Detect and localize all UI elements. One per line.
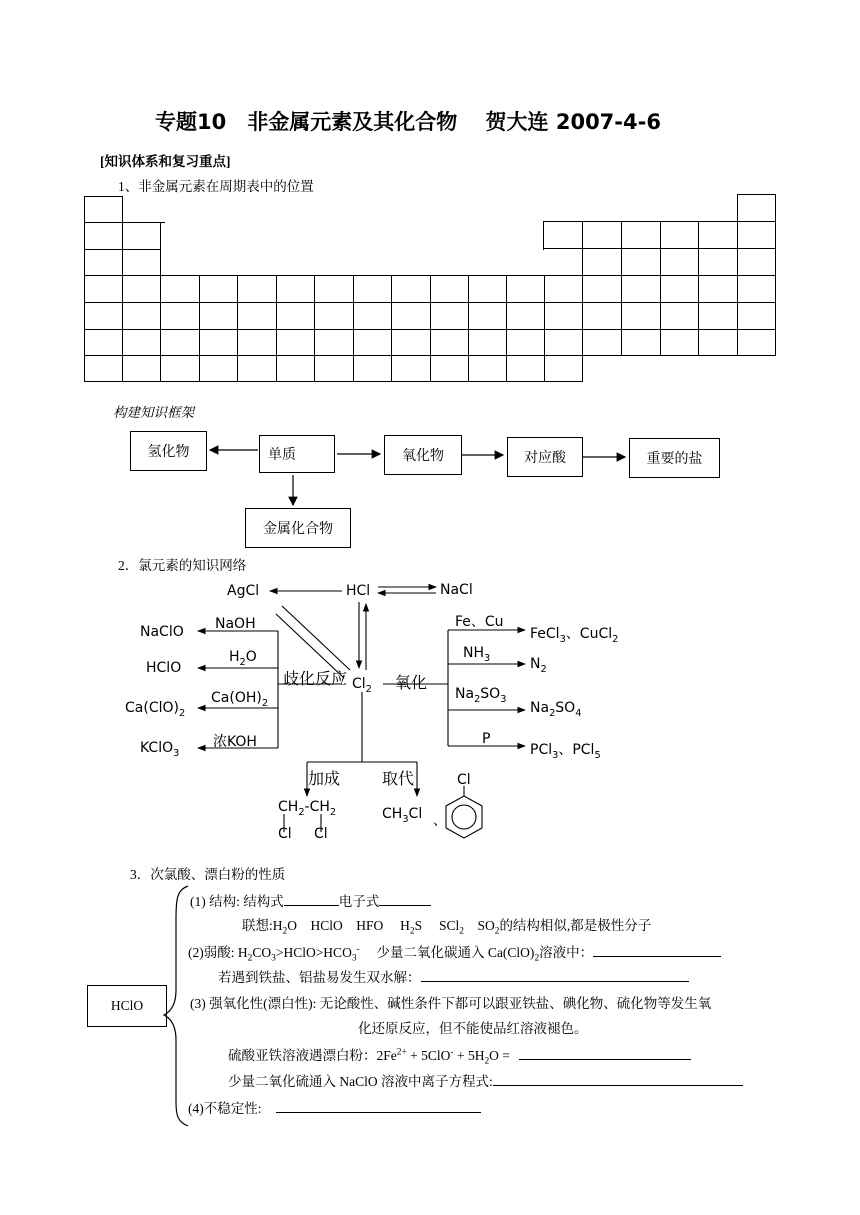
chloromethane-formula: $CH_3Cl$ bbox=[382, 806, 423, 825]
substitution-label: 取代 bbox=[382, 769, 415, 788]
hclo-p2: (2)弱酸: $H_2CO_3>HClO>HCO_3^-$ 少量二氧化碳通入 $Ca(ClO)_2$溶液中： bbox=[188, 941, 721, 964]
product-naclo: NaClO bbox=[140, 624, 184, 640]
hclo-heading: 3．次氯酸、漂白粉的性质 bbox=[130, 867, 286, 882]
product-n2: $N_2$ bbox=[530, 656, 547, 675]
hclo-box: HClO bbox=[87, 985, 167, 1027]
product-pcl3-pcl5: PCl$_3$、PCl$_5$ bbox=[530, 742, 601, 761]
reagent-fe-cu: Fe、Cu bbox=[455, 614, 504, 630]
reagent-naoh: NaOH bbox=[215, 616, 256, 632]
hclo-p1: (1) 结构: 结构式 电子式 bbox=[190, 890, 431, 910]
chlorobenzene-cl: Cl bbox=[457, 772, 471, 788]
hclo-p4: (4)不稳定性: bbox=[188, 1097, 481, 1117]
framework-label: 构建知识框架 bbox=[113, 405, 194, 420]
page-title: 专题10 非金属元素及其化合物 贺大连 2007-4-6 bbox=[155, 110, 661, 134]
node-acid: 对应酸 bbox=[507, 437, 583, 477]
hclo-p1-association: 联想$:H_2O$ HClO HFO $H_2S$ SCl$_2$ $SO_2$的结构相似,都是极性分子 bbox=[242, 918, 652, 937]
product-kclo3: KClO$_3$ bbox=[140, 740, 180, 759]
node-element: 单质 bbox=[259, 435, 335, 473]
separator-comma: 、 bbox=[433, 813, 447, 829]
dichloroethane-formula: $CH_2-CH_2$ bbox=[278, 799, 337, 818]
product-na2so4: $Na_2SO_4$ bbox=[530, 700, 582, 719]
dichloroethane-cl-left: Cl bbox=[278, 826, 292, 842]
hclo-p3-so2-equation: 少量二氧化硫通入 NaClO 溶液中离子方程式: bbox=[228, 1070, 743, 1090]
node-salt: 重要的盐 bbox=[629, 438, 720, 478]
node-oxide: 氧化物 bbox=[384, 435, 462, 475]
section-label: [知识体系和复习重点] bbox=[100, 154, 231, 169]
nacl-label: NaCl bbox=[440, 582, 473, 598]
reagent-nh3: $NH_3$ bbox=[463, 645, 491, 664]
reagent-h2o-main: H bbox=[229, 649, 240, 665]
reagent-na2so3: $Na_2SO_3$ bbox=[455, 686, 507, 705]
node-hydride: 氢化物 bbox=[130, 431, 207, 471]
reagent-caoh2: $Ca(OH)_2$ bbox=[211, 690, 269, 709]
disproportionation-label: 歧化反应 bbox=[283, 669, 348, 688]
reagent-p: P bbox=[482, 731, 491, 747]
reagent-conc-koh: 浓KOH bbox=[213, 734, 257, 750]
product-hclo: HClO bbox=[146, 660, 182, 676]
hcl-label: HCl bbox=[346, 583, 371, 599]
hclo-p2-hydrolysis: 若遇到铁盐、铝盐易发生双水解： bbox=[218, 966, 689, 986]
node-metal-compound: 金属化合物 bbox=[245, 508, 351, 548]
chlorine-heading: 2．氯元素的知识网络 bbox=[118, 558, 247, 573]
hclo-p3-continued: 化还原反应，但不能使品红溶液褪色。 bbox=[358, 1021, 588, 1036]
cl2-center: $Cl_2$ bbox=[352, 676, 372, 695]
framework-arrows bbox=[0, 420, 860, 520]
dichloroethane-cl-right: Cl bbox=[314, 826, 328, 842]
product-fecl3-cucl2: FeCl$_3$、CuCl$_2$ bbox=[530, 626, 619, 645]
agcl-label: AgCl bbox=[227, 583, 260, 599]
addition-label: 加成 bbox=[308, 769, 341, 788]
periodic-table-grid bbox=[0, 0, 860, 400]
product-caclo2: $Ca(ClO)_2$ bbox=[125, 700, 186, 719]
hclo-p3-fe-equation: 硫酸亚铁溶液遇漂白粉：$2Fe^{2+} + 5ClO^- + 5H_2O$ = bbox=[228, 1044, 691, 1067]
reagent-h2o: $H_2O$ bbox=[229, 649, 257, 668]
item-1-heading: 1、非金属元素在周期表中的位置 bbox=[118, 179, 314, 194]
hclo-p3: (3) 强氧化性(漂白性): 无论酸性、碱性条件下都可以跟亚铁盐、碘化物、硫化物等发生氧 bbox=[190, 996, 712, 1011]
oxidation-label: 氧化 bbox=[395, 673, 428, 692]
